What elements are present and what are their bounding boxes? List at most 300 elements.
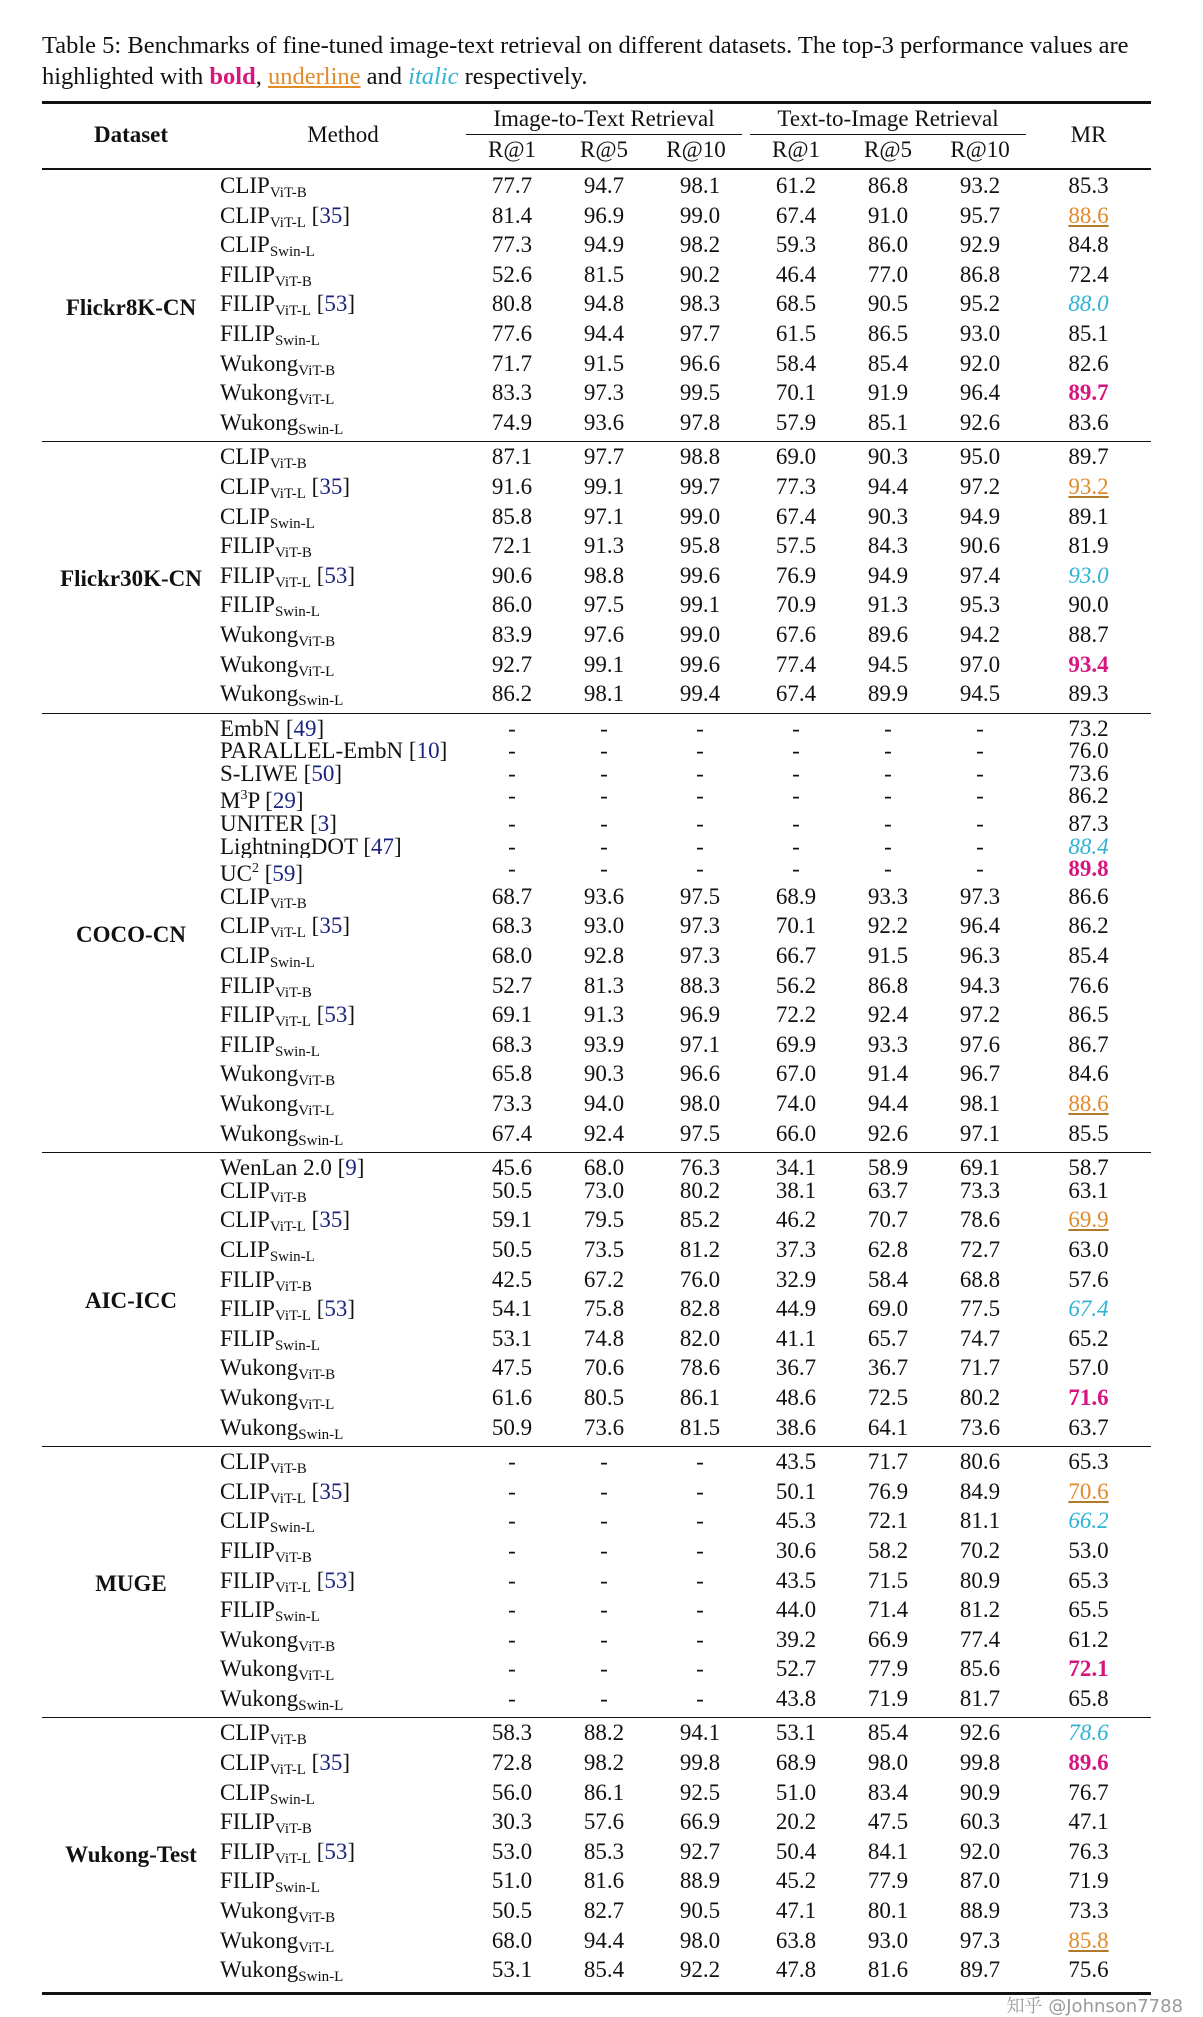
cell-t2i-r5: 66.9 bbox=[867, 1628, 909, 1652]
method-cell bbox=[220, 1123, 466, 1153]
cell-mr bbox=[1026, 740, 1151, 763]
dataset-label: Wukong-Test bbox=[42, 1718, 220, 1989]
cell-t2i-r10: 74.7 bbox=[959, 1327, 1001, 1351]
cell-t2i-r5: - bbox=[884, 785, 892, 809]
cell-mr bbox=[1026, 886, 1151, 916]
cell-t2i-r5: - bbox=[884, 813, 892, 836]
cell-t2i-r5: 71.7 bbox=[842, 1447, 934, 1481]
cell-t2i-r5: 83.4 bbox=[867, 1781, 909, 1805]
cell-i2t-r1: 77.6 bbox=[491, 322, 533, 346]
cell-i2t-r1: 50.9 bbox=[491, 1416, 533, 1440]
method-name: Wukong bbox=[220, 382, 299, 406]
method-backbone: ViT-B bbox=[269, 895, 307, 912]
cell-mr bbox=[1026, 624, 1151, 654]
cell-i2t-r1: 58.3 bbox=[466, 1718, 558, 1752]
cell-t2i-r5: 93.3 bbox=[867, 1033, 909, 1057]
cell-t2i-r10: 68.8 bbox=[959, 1268, 1001, 1292]
citation-link[interactable]: 49 bbox=[293, 715, 317, 741]
cell-i2t-r10: - bbox=[696, 785, 704, 809]
citation-link[interactable]: 53 bbox=[324, 1298, 348, 1322]
cell-t2i-r10: 77.5 bbox=[959, 1298, 1001, 1322]
cell-t2i-r5: 63.7 bbox=[867, 1179, 909, 1203]
cell-i2t-r10: 96.9 bbox=[679, 1004, 721, 1028]
cell-i2t-r5: 74.8 bbox=[583, 1327, 625, 1351]
cell-i2t-r1: - bbox=[508, 1539, 516, 1563]
cell-t2i-r1: 50.1 bbox=[775, 1480, 817, 1504]
method-name: CLIP bbox=[220, 1238, 270, 1262]
cell-i2t-r1: - bbox=[508, 1658, 516, 1682]
method-backbone: Swin-L bbox=[269, 515, 315, 532]
method-cell bbox=[220, 1930, 466, 1960]
cell-i2t-r5: 82.7 bbox=[583, 1900, 625, 1924]
mr-value: 86.2 bbox=[1068, 915, 1109, 939]
cell-mr bbox=[1026, 323, 1151, 353]
method-backbone: Swin-L bbox=[274, 1337, 320, 1354]
cell-i2t-r10: 97.5 bbox=[679, 1122, 721, 1146]
cell-i2t-r5: 97.5 bbox=[583, 594, 625, 618]
cell-i2t-r5: 93.0 bbox=[583, 915, 625, 939]
header-group-gap bbox=[742, 135, 750, 166]
method-cell bbox=[220, 1034, 466, 1064]
cell-mr bbox=[1026, 1570, 1151, 1600]
mr-value: 76.6 bbox=[1068, 974, 1109, 998]
cell-t2i-r10: 71.7 bbox=[959, 1357, 1001, 1381]
cell-t2i-r10: 95.2 bbox=[959, 293, 1001, 317]
cell-t2i-r10: - bbox=[934, 713, 1026, 740]
method-backbone: ViT-B bbox=[298, 362, 336, 379]
cell-i2t-r5: 98.1 bbox=[583, 683, 625, 707]
cell-i2t-r1: 61.6 bbox=[491, 1386, 533, 1410]
cell-t2i-r1: 32.9 bbox=[775, 1268, 817, 1292]
cell-mr bbox=[1026, 1841, 1151, 1871]
method-cell bbox=[220, 382, 466, 412]
cell-mr bbox=[1026, 1093, 1151, 1123]
cell-t2i-r1: - bbox=[792, 835, 800, 859]
cell-mr bbox=[1026, 1811, 1151, 1841]
cell-mr bbox=[1026, 1063, 1151, 1093]
mr-value: 86.2 bbox=[1068, 785, 1109, 809]
cell-t2i-r5: 65.7 bbox=[867, 1327, 909, 1351]
cell-t2i-r1: 67.4 bbox=[775, 505, 817, 529]
method-name: FILIP bbox=[220, 293, 275, 317]
cell-i2t-r10: 99.6 bbox=[679, 564, 721, 588]
method-backbone: ViT-L bbox=[269, 214, 306, 231]
method-name: FILIP bbox=[220, 1298, 275, 1322]
cell-i2t-r5: 94.0 bbox=[583, 1093, 625, 1116]
method-name: CLIP bbox=[220, 1209, 270, 1233]
citation-link[interactable]: 3 bbox=[317, 813, 330, 836]
mr-value-top2: 88.6 bbox=[1068, 204, 1109, 228]
cell-t2i-r5: 58.4 bbox=[867, 1268, 909, 1292]
method-name: CLIP bbox=[220, 173, 270, 198]
method-name: Wukong bbox=[220, 411, 299, 435]
citation-link[interactable]: 29 bbox=[272, 788, 296, 814]
cell-i2t-r5: 97.6 bbox=[583, 623, 625, 647]
mr-value: 65.3 bbox=[1068, 1449, 1109, 1475]
cell-t2i-r1: - bbox=[792, 762, 800, 786]
mr-value-top1: 71.6 bbox=[1068, 1386, 1109, 1410]
cell-mr bbox=[1026, 476, 1151, 506]
cell-t2i-r10: 73.6 bbox=[959, 1416, 1001, 1440]
method-cell: $FILIP_{ViT-L}$ [53] bbox=[220, 1569, 356, 1596]
mr-value: 65.3 bbox=[1068, 1569, 1109, 1593]
method-backbone: Swin-L bbox=[269, 955, 315, 972]
dataset-label: Flickr8K-CN bbox=[65, 294, 197, 320]
cell-i2t-r1: 86.2 bbox=[491, 683, 533, 707]
method-name: M bbox=[220, 788, 241, 814]
method-cell: PARALLEL-EmbN [10] bbox=[220, 740, 448, 763]
method-name: CLIP bbox=[220, 1179, 270, 1203]
cell-i2t-r5: 94.4 bbox=[583, 1929, 625, 1953]
cell-i2t-r5: 92.8 bbox=[583, 945, 625, 969]
cell-t2i-r10: 73.3 bbox=[959, 1179, 1001, 1203]
mr-value: 58.7 bbox=[1068, 1155, 1109, 1180]
mr-value-top3: 88.0 bbox=[1068, 293, 1109, 317]
method-backbone: ViT-B bbox=[269, 185, 307, 201]
cell-t2i-r1: 47.8 bbox=[775, 1959, 817, 1983]
cell-t2i-r5: 94.4 bbox=[867, 475, 909, 499]
cell-i2t-r1: - bbox=[508, 762, 516, 786]
cell-t2i-r1: 76.9 bbox=[775, 564, 817, 588]
mr-value-top1: 89.6 bbox=[1068, 1752, 1109, 1776]
cell-i2t-r1: 56.0 bbox=[491, 1781, 533, 1805]
cell-t2i-r10: 96.7 bbox=[959, 1063, 1001, 1087]
method-name: Wukong bbox=[220, 1122, 299, 1146]
method-backbone: ViT-L bbox=[298, 663, 335, 680]
cell-i2t-r10: 78.6 bbox=[679, 1357, 721, 1381]
method-cell bbox=[220, 1239, 466, 1269]
cell-t2i-r1: 34.1 bbox=[750, 1153, 842, 1180]
method-backbone: ViT-B bbox=[274, 1821, 312, 1838]
watermark: 知乎 @Johnson7788 bbox=[1006, 1996, 1183, 2017]
citation-link[interactable]: 53 bbox=[324, 1840, 348, 1864]
cell-mr bbox=[1026, 1180, 1151, 1210]
method-name: S-LIWE bbox=[220, 762, 298, 786]
cell-i2t-r10: 96.6 bbox=[679, 1063, 721, 1087]
method-cell bbox=[220, 624, 466, 654]
cell-mr bbox=[1026, 412, 1151, 442]
cell-t2i-r1: 57.5 bbox=[775, 535, 817, 559]
citation-link[interactable]: 35 bbox=[319, 1480, 343, 1504]
method-backbone: ViT-L bbox=[274, 1579, 311, 1596]
cell-t2i-r5: 91.4 bbox=[867, 1063, 909, 1087]
method-name: Wukong bbox=[220, 352, 299, 376]
caption-bold-legend: bold bbox=[209, 63, 256, 90]
cell-i2t-r10: 96.6 bbox=[679, 352, 721, 376]
cell-i2t-r1: 52.7 bbox=[491, 974, 533, 998]
cell-i2t-r1: 73.3 bbox=[491, 1093, 533, 1116]
method-name: LightningDOT bbox=[220, 835, 358, 859]
cell-i2t-r1: - bbox=[508, 740, 516, 763]
cell-t2i-r10: 92.0 bbox=[959, 1840, 1001, 1864]
cell-t2i-r5: 86.8 bbox=[867, 974, 909, 998]
method-superscript: 3 bbox=[240, 788, 248, 804]
cell-mr bbox=[1026, 1387, 1151, 1417]
method-name: CLIP bbox=[220, 1480, 270, 1504]
method-cell bbox=[220, 323, 466, 353]
cell-i2t-r1: 50.5 bbox=[491, 1900, 533, 1924]
cell-i2t-r10: 98.1 bbox=[679, 173, 721, 198]
cell-i2t-r1: 69.1 bbox=[491, 1004, 533, 1028]
cell-i2t-r10: - bbox=[696, 1539, 704, 1563]
method-backbone: ViT-B bbox=[269, 1189, 307, 1206]
cell-i2t-r10: - bbox=[696, 1687, 704, 1711]
cell-i2t-r1: - bbox=[508, 813, 516, 836]
method-cell: $FILIP_{ViT-L}$ [53] bbox=[220, 1840, 356, 1867]
header-col-3: R@10 bbox=[666, 137, 726, 162]
method-cell bbox=[220, 1900, 466, 1930]
method-cell bbox=[220, 1540, 466, 1570]
cell-mr bbox=[1026, 1752, 1151, 1782]
cell-i2t-r1: 51.0 bbox=[491, 1870, 533, 1894]
citation-link[interactable]: 35 bbox=[319, 1752, 343, 1776]
citation-link[interactable]: 9 bbox=[345, 1155, 357, 1180]
method-cell bbox=[220, 1063, 466, 1093]
citation-link[interactable]: 47 bbox=[371, 835, 394, 859]
cell-t2i-r1: 68.9 bbox=[775, 1752, 817, 1776]
mr-value: 75.6 bbox=[1068, 1959, 1109, 1983]
cell-i2t-r1: - bbox=[508, 1687, 516, 1711]
method-backbone: ViT-L bbox=[298, 1939, 335, 1956]
cell-t2i-r10: 72.7 bbox=[959, 1238, 1001, 1262]
cell-i2t-r10: 88.9 bbox=[679, 1870, 721, 1894]
method-cell: $FILIP_{ViT-L}$ [53] bbox=[220, 1004, 356, 1031]
cell-t2i-r1: - bbox=[792, 813, 800, 836]
cell-mr bbox=[1026, 382, 1151, 412]
method-cell: LightningDOT [47] bbox=[220, 835, 402, 859]
dataset-label: AIC-ICC bbox=[42, 1153, 220, 1447]
cell-t2i-r1: 63.8 bbox=[775, 1929, 817, 1953]
cell-t2i-r1: 61.2 bbox=[775, 173, 817, 198]
method-backbone: ViT-B bbox=[274, 545, 312, 562]
cell-t2i-r10: - bbox=[976, 835, 984, 859]
cell-mr bbox=[1026, 535, 1151, 565]
header-col-5: R@5 bbox=[864, 137, 913, 162]
mr-value-top2: 93.2 bbox=[1068, 475, 1109, 499]
mr-value-top3: 93.0 bbox=[1068, 564, 1109, 588]
method-cell: $FILIP_{ViT-L}$ [53] bbox=[220, 293, 356, 320]
cell-i2t-r1: - bbox=[466, 713, 558, 740]
cell-t2i-r5: 89.9 bbox=[867, 683, 909, 707]
method-backbone: ViT-L bbox=[274, 303, 311, 320]
cell-i2t-r1: - bbox=[508, 1628, 516, 1652]
method-backbone: ViT-L bbox=[274, 1014, 311, 1031]
cell-mr bbox=[1026, 1481, 1151, 1511]
mr-value-top3: 78.6 bbox=[1068, 1720, 1109, 1746]
cell-i2t-r10: - bbox=[650, 713, 750, 740]
method-name: Wukong bbox=[220, 653, 299, 677]
method-cell bbox=[220, 1269, 466, 1299]
method-name: FILIP bbox=[220, 1004, 275, 1028]
citation-link[interactable]: 35 bbox=[319, 1209, 343, 1233]
method-backbone: ViT-L bbox=[269, 485, 306, 502]
cell-i2t-r5: 80.5 bbox=[583, 1386, 625, 1410]
cell-t2i-r10: 77.4 bbox=[959, 1628, 1001, 1652]
method-backbone: Swin-L bbox=[274, 332, 320, 349]
citation-link[interactable]: 35 bbox=[319, 915, 343, 939]
cell-i2t-r10: 80.2 bbox=[679, 1179, 721, 1203]
cell-i2t-r10: 86.1 bbox=[679, 1386, 721, 1410]
method-cell bbox=[220, 1870, 466, 1900]
cell-i2t-r10: 88.3 bbox=[679, 974, 721, 998]
cell-i2t-r5: 81.5 bbox=[583, 263, 625, 287]
cell-i2t-r5: 93.6 bbox=[583, 885, 625, 909]
cell-t2i-r5: 81.6 bbox=[867, 1959, 909, 1983]
citation-link[interactable]: 53 bbox=[324, 293, 348, 317]
cell-i2t-r10: 97.7 bbox=[679, 322, 721, 346]
cell-t2i-r10: - bbox=[976, 785, 984, 809]
cell-i2t-r5: - bbox=[600, 835, 608, 859]
citation-link[interactable]: 10 bbox=[416, 740, 440, 763]
cell-t2i-r5: 92.6 bbox=[867, 1122, 909, 1146]
caption-comma: , bbox=[255, 63, 268, 90]
citation-link[interactable]: 35 bbox=[319, 204, 343, 228]
method-name: CLIP bbox=[220, 1510, 270, 1534]
cell-i2t-r10: 99.6 bbox=[679, 653, 721, 677]
cell-i2t-r10: 90.5 bbox=[679, 1900, 721, 1924]
cell-t2i-r10: 92.6 bbox=[959, 411, 1001, 435]
cell-i2t-r1: 59.1 bbox=[491, 1209, 533, 1233]
cell-i2t-r5: 73.0 bbox=[583, 1179, 625, 1203]
cell-t2i-r5: - bbox=[884, 835, 892, 859]
method-cell bbox=[220, 1357, 466, 1387]
cell-mr bbox=[1026, 264, 1151, 294]
dataset-label: MUGE bbox=[42, 1447, 220, 1718]
table-row bbox=[42, 171, 1151, 205]
method-name: CLIP bbox=[220, 1449, 270, 1475]
mr-value: 86.5 bbox=[1068, 1004, 1109, 1028]
cell-i2t-r5: - bbox=[600, 740, 608, 763]
cell-t2i-r5: 91.0 bbox=[867, 204, 909, 228]
header-mr: MR bbox=[1070, 121, 1107, 147]
cell-t2i-r1: 36.7 bbox=[775, 1357, 817, 1381]
cell-t2i-r5: 70.7 bbox=[867, 1209, 909, 1233]
cell-i2t-r5: 79.5 bbox=[583, 1209, 625, 1233]
cell-mr bbox=[1026, 858, 1151, 886]
method-name: FILIP bbox=[220, 1268, 275, 1292]
cell-t2i-r10: 90.6 bbox=[959, 535, 1001, 559]
cell-mr bbox=[1026, 1599, 1151, 1629]
method-name: Wukong bbox=[220, 1687, 299, 1711]
citation-link[interactable]: 53 bbox=[324, 1569, 348, 1593]
cell-t2i-r5: 92.4 bbox=[867, 1004, 909, 1028]
method-name: FILIP bbox=[220, 1811, 275, 1835]
method-name: CLIP bbox=[220, 234, 270, 258]
cell-i2t-r5: 88.2 bbox=[558, 1718, 650, 1752]
cell-i2t-r5: 93.9 bbox=[583, 1033, 625, 1057]
cell-i2t-r5: 93.6 bbox=[583, 411, 625, 435]
method-name: Wukong bbox=[220, 1628, 299, 1652]
cell-t2i-r10: 92.9 bbox=[959, 234, 1001, 258]
cell-i2t-r10: 98.8 bbox=[650, 442, 750, 476]
cell-t2i-r10: 99.8 bbox=[959, 1752, 1001, 1776]
cell-mr bbox=[1026, 654, 1151, 684]
cell-t2i-r10: 92.0 bbox=[959, 352, 1001, 376]
cell-i2t-r10: 76.3 bbox=[650, 1153, 750, 1180]
citation-link[interactable]: 59 bbox=[272, 861, 296, 886]
header-col-2: R@5 bbox=[579, 137, 629, 162]
cell-i2t-r10: - bbox=[696, 1658, 704, 1682]
cell-t2i-r1: - bbox=[792, 858, 800, 882]
method-name: Wukong bbox=[220, 1658, 299, 1682]
cell-i2t-r10: - bbox=[696, 740, 704, 763]
cell-t2i-r1: 58.4 bbox=[775, 352, 817, 376]
cell-t2i-r10: 95.3 bbox=[959, 594, 1001, 618]
cell-i2t-r5: - bbox=[600, 1658, 608, 1682]
caption-suffix: respectively. bbox=[458, 63, 588, 90]
cell-i2t-r10: 98.3 bbox=[679, 293, 721, 317]
table-row bbox=[42, 1153, 1151, 1180]
mr-value-top2: 88.6 bbox=[1068, 1093, 1109, 1116]
cell-t2i-r10: 96.3 bbox=[959, 945, 1001, 969]
table-row bbox=[42, 713, 1151, 740]
cell-i2t-r10: 99.0 bbox=[679, 623, 721, 647]
mr-value: 85.1 bbox=[1068, 322, 1109, 346]
cell-t2i-r5: 69.0 bbox=[867, 1298, 909, 1322]
cell-t2i-r5: 72.5 bbox=[867, 1386, 909, 1410]
cell-i2t-r10: 99.7 bbox=[679, 475, 721, 499]
cell-i2t-r5: - bbox=[600, 785, 608, 809]
cell-t2i-r5: 62.8 bbox=[867, 1238, 909, 1262]
cell-t2i-r5: 72.1 bbox=[867, 1510, 909, 1534]
mr-value: 83.6 bbox=[1068, 411, 1109, 435]
cell-i2t-r10: 92.2 bbox=[679, 1959, 721, 1983]
cell-i2t-r10: 97.8 bbox=[679, 411, 721, 435]
cell-i2t-r10: 99.0 bbox=[679, 204, 721, 228]
cell-t2i-r5: 94.4 bbox=[867, 1093, 909, 1116]
mr-value: 87.3 bbox=[1068, 813, 1109, 836]
cell-t2i-r10: 97.6 bbox=[959, 1033, 1001, 1057]
citation-link[interactable]: 50 bbox=[311, 762, 335, 786]
method-backbone: Swin-L bbox=[298, 421, 344, 438]
cell-i2t-r5: 67.2 bbox=[583, 1268, 625, 1292]
cell-t2i-r10: 78.6 bbox=[959, 1209, 1001, 1233]
method-cell: $CLIP_{ViT-L}$ [35] bbox=[220, 1480, 350, 1507]
method-backbone: ViT-B bbox=[274, 984, 312, 1001]
citation-link[interactable]: 35 bbox=[319, 475, 343, 499]
mr-value-top1: 72.1 bbox=[1068, 1658, 1109, 1682]
cell-t2i-r10: 88.9 bbox=[959, 1900, 1001, 1924]
cell-i2t-r5: - bbox=[600, 1510, 608, 1534]
cell-t2i-r10: - bbox=[976, 762, 984, 786]
cell-t2i-r10: 87.0 bbox=[959, 1870, 1001, 1894]
citation-link[interactable]: 53 bbox=[324, 564, 348, 588]
cell-mr bbox=[1026, 1540, 1151, 1570]
method-backbone: ViT-L bbox=[298, 1668, 335, 1685]
method-cell bbox=[220, 442, 466, 476]
cell-t2i-r5: 90.5 bbox=[867, 293, 909, 317]
citation-link[interactable]: 53 bbox=[324, 1004, 348, 1028]
cell-i2t-r5: 99.1 bbox=[583, 653, 625, 677]
cell-i2t-r5: 70.6 bbox=[583, 1357, 625, 1381]
cell-mr bbox=[1026, 1034, 1151, 1064]
cell-t2i-r1: 43.5 bbox=[750, 1447, 842, 1481]
cell-mr bbox=[1026, 1269, 1151, 1299]
cell-t2i-r5: 91.3 bbox=[867, 594, 909, 618]
mr-value: 63.1 bbox=[1068, 1179, 1109, 1203]
cell-mr bbox=[1026, 1870, 1151, 1900]
cell-i2t-r10: 99.5 bbox=[679, 382, 721, 406]
method-name: Wukong bbox=[220, 1959, 299, 1983]
cell-i2t-r5: - bbox=[600, 813, 608, 836]
cell-t2i-r1: - bbox=[750, 713, 842, 740]
cell-i2t-r5: 81.3 bbox=[583, 974, 625, 998]
cell-t2i-r5: 91.9 bbox=[867, 382, 909, 406]
cell-i2t-r5: - bbox=[600, 1569, 608, 1593]
method-backbone: Swin-L bbox=[269, 1791, 315, 1808]
mr-value: 65.8 bbox=[1068, 1687, 1109, 1711]
method-name: FILIP bbox=[220, 1327, 275, 1351]
